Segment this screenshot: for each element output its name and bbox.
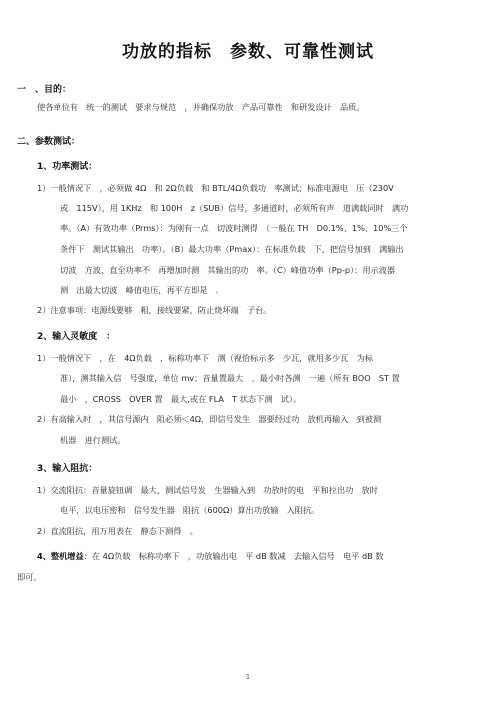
- sensitivity-line: 1）一般情况下 ，在 4Ω负载 ，标称功率下 测（视恰标示多 少瓦，就用多少瓦 为标: [37, 353, 373, 363]
- power-line: 或 115V），用 1KHz 和 100H z（SUB）信号，多通道时，必须所有声 道满载同时 满功: [60, 203, 409, 213]
- power-line: 条件下 测试其输出 功率）。（B）最大功率（Pmax）：在标准负载 下，把信号加到 满输出: [60, 244, 404, 254]
- sensitivity-line: 准），测其输入信 号强度，单位 mv；音量置最大 、最小时各测 一遍（所有 BOO ST 置: [60, 373, 400, 383]
- sensitivity-line: 2）有高输入时 ，其信号源内 阻必须＜4Ω，即信号发生 器要经过功 放机再输入 到被测: [37, 414, 382, 424]
- power-test-heading: 1、功率测试：: [37, 162, 98, 172]
- gain-line: [37, 550, 384, 562]
- sensitivity-line: 最小 ，CROSS OVER 置 最大,或在 FLA T 状态下测 试）。: [60, 394, 302, 404]
- power-line: 切波 方波，直至功率不 再增加时测 其输出的功 率。（C）峰值功率（Pp-p）：用示波器: [60, 265, 396, 275]
- page-number: 1: [245, 673, 251, 681]
- impedance-line: 2）直流阻抗，用万用表在 静态下测得 。: [37, 526, 198, 536]
- sensitivity-heading: 2、输入灵敏度 ：: [37, 332, 116, 342]
- power-line: 测 出最大切波 峰值电压，再平方即是 .: [60, 285, 219, 295]
- impedance-line: 电平，以电压密和 信号发生器 阻抗（600Ω）算出功放输 入阻抗。: [60, 505, 320, 515]
- power-line: 1）一般情况下 ，必须做 4Ω 和 2Ω负载 和 BTL/4Ω负载功 率测试；标准电源电 压（230V: [37, 183, 394, 193]
- impedance-line: 1）交流阻抗：音量旋钮调 最大，测试信号发 生器输入到 功放时的电 平和拉出功 放时: [37, 485, 378, 495]
- params-heading: 二、参数测试：: [17, 137, 81, 147]
- power-note: 2）注意事项：电源线要够 粗，接线要紧，防止烧坏端 子台。: [37, 305, 272, 315]
- document-title: 功放的指标 参数、可靠性测试: [122, 42, 374, 62]
- power-line: 率。（A）有效功率（Prms）：为刚有一点 切波时测得 （一般在 TH D0.1%、1%、10%三个: [60, 223, 408, 233]
- purpose-text: 使各单位有 统一的测试 要求与规范 ，并确保功放 产品可靠性 和研发设计 品质。: [37, 102, 365, 112]
- purpose-heading: 一 、目的：: [17, 85, 72, 95]
- sensitivity-line: 机器 进行测试。: [60, 435, 126, 445]
- gain-text: ：在 4Ω负载 标称功率下 ，功放输出电 平 dB 数减 去输入信号 电平 dB 数: [83, 551, 384, 561]
- impedance-heading: 3、输入阻抗：: [37, 464, 98, 474]
- gain-tail: 即可。: [17, 572, 42, 582]
- gain-heading: 4、整机增益: [37, 551, 84, 561]
